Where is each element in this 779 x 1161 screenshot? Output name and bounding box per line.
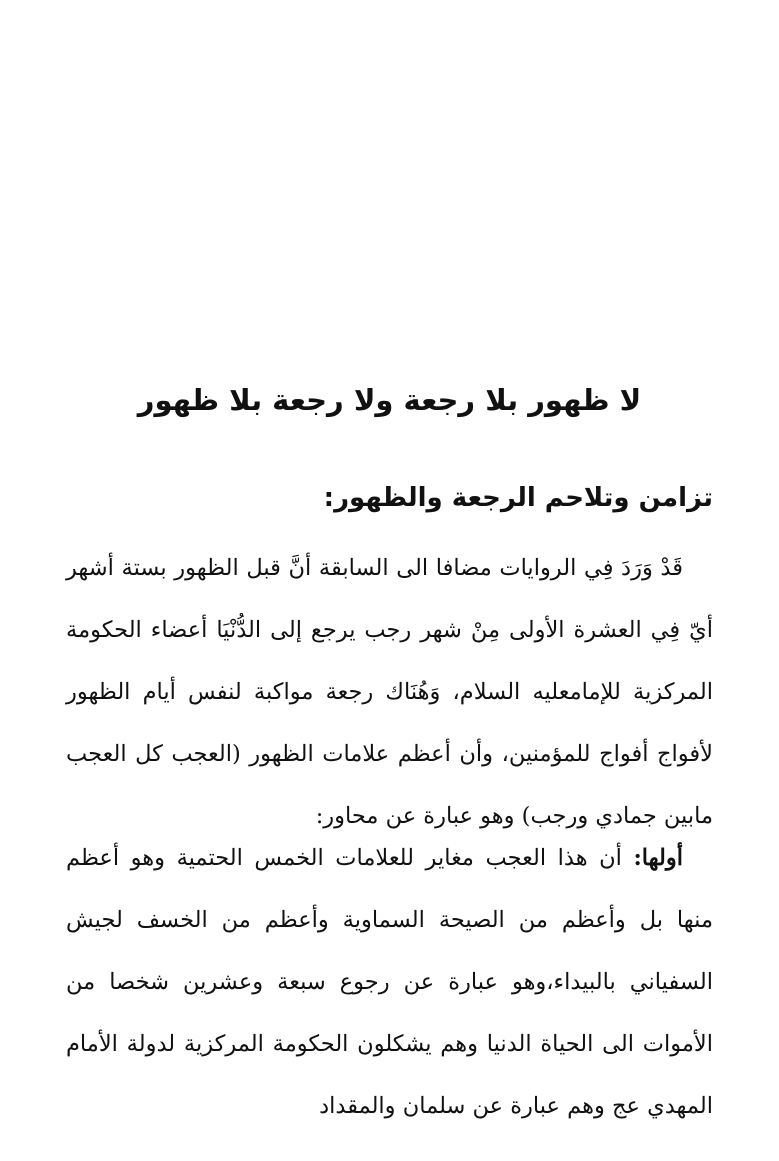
paragraph [66,827,713,1137]
paragraph-text: أن هذا العجب مغاير للعلامات الخمس الحتمية وهو أعظم منها بل وأعظم من الصيحة السماوية وأعظم من الخسف لجيش السفياني بالبيداء،وهو عبارة عن رجوع سبعة وعشرين شخصا من الأموات الى الحياة الدنيا وهم يشكلون الحكومة المركزية لدولة الأمام المهدي عج وهم عبارة عن سلمان والمقداد [66,845,713,1119]
paragraph-text: قَدْ وَرَدَ فِي الروايات مضافا الى السابقة أنَّ قبل الظهور بستة أشهر أيّ فِي العشرة الأولى مِنْ شهر رجب يرجع إلى الدُّنْيَا أعضاء الحكومة المركزية للإمامعليه السلام، وَهُنَاك رجعة مواكبة لنفس أيام الظهور لأفواج أفواج للمؤمنين، وأن أعظم علامات الظهور (العجب كل العجب مابين جمادي ورجب) وهو عبارة عن محاور: [66,555,714,829]
paragraph [66,537,713,847]
page-title: لا ظهور بلا رجعة ولا رجعة بلا ظهور [137,383,642,417]
paragraph-lead: أولها: [633,845,683,871]
section-heading: تزامن وتلاحم الرجعة والظهور: [323,483,713,513]
